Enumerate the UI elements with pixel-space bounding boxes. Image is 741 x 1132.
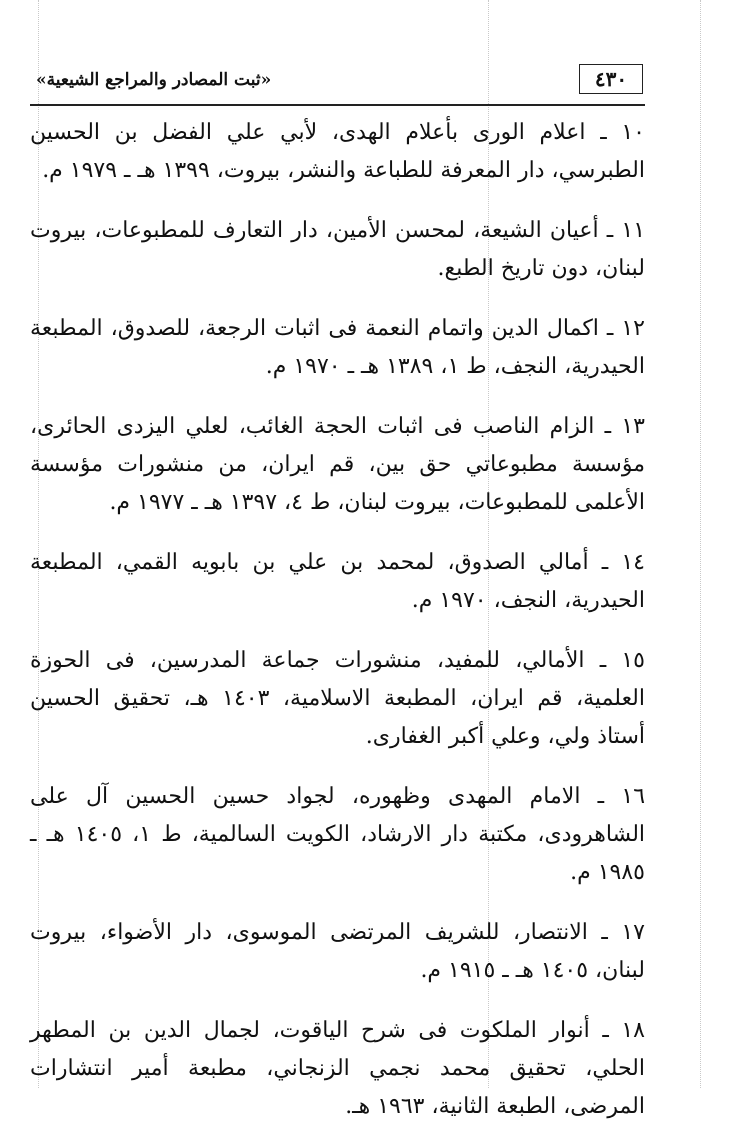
- bibliography-entry: [30, 310, 645, 386]
- page-header: [30, 62, 645, 104]
- entry-text: ـ الأمالي، للمفيد، منشورات جماعة المدرسين، فى الحوزة العلمية، قم ايران، المطبعة الاسلامية، ١٤٠٣ هـ، تحقيق الحسين أستاذ ولي، وعلي أكبر الغفارى.: [30, 648, 645, 749]
- header-divider: [30, 104, 645, 106]
- bibliography-entry: [30, 114, 645, 190]
- entry-number: ١٠: [621, 120, 645, 145]
- entry-number: ١٣: [621, 414, 645, 439]
- bibliography-entry: [30, 1012, 645, 1126]
- entry-text: ـ الزام الناصب فى اثبات الحجة الغائب، لعلي اليزدى الحائرى، مؤسسة مطبوعاتي حق بين، قم ايران، من منشورات مؤسسة الأعلمى للمطبوعات، بيروت لبنان، ط ٤، ١٣٩٧ هـ ـ ١٩٧٧ م.: [30, 414, 645, 515]
- entry-text: ـ أمالي الصدوق، لمحمد بن علي بن بابويه القمي، المطبعة الحيدرية، النجف، ١٩٧٠ م.: [30, 550, 645, 613]
- entry-number: ١١: [621, 218, 646, 243]
- bibliography-entry: [30, 544, 645, 620]
- entry-number: ١٦: [621, 784, 646, 809]
- entry-number: ١٢: [621, 316, 645, 341]
- bibliography-entry: [30, 914, 645, 990]
- entry-text: ـ اعلام الورى بأعلام الهدى، لأبي علي الفضل بن الحسين الطبرسي، دار المعرفة للطباعة والنشر، بيروت، ١٣٩٩ هـ ـ ١٩٧٩ م.: [30, 120, 645, 183]
- bibliography-entry: [30, 212, 645, 288]
- running-title: «ثبت المصادر والمراجع الشيعية»: [36, 70, 272, 90]
- entry-text: ـ الامام المهدى وظهوره، لجواد حسين الحسين آل على الشاهرودى، مكتبة دار الارشاد، الكويت السالمية، ط ١، ١٤٠٥ هـ ـ ١٩٨٥ م.: [30, 784, 646, 885]
- bibliography-entry: [30, 778, 645, 892]
- scan-artifact-line: [700, 0, 701, 1088]
- bibliography-entry: [30, 642, 645, 756]
- entry-number: ١٥: [621, 648, 645, 673]
- entry-text: ـ اكمال الدين واتمام النعمة فى اثبات الرجعة، للصدوق، المطبعة الحيدرية، النجف، ط ١، ١٣٨٩ هـ ـ ١٩٧٠ م.: [30, 316, 645, 379]
- entry-text: ـ أنوار الملكوت فى شرح الياقوت، لجمال الدين بن المطهر الحلي، تحقيق محمد نجمي الزنجاني، مطبعة أمير انتشارات المرضى، الطبعة الثانية، ١٩٦٣ هـ.: [30, 1018, 645, 1119]
- bibliography-list: [30, 114, 645, 1132]
- bibliography-entry: [30, 408, 645, 522]
- entry-number: ١٤: [621, 550, 645, 575]
- entry-text: ـ الانتصار، للشريف المرتضى الموسوى، دار الأضواء، بيروت لبنان، ١٤٠٥ هـ ـ ١٩١٥ م.: [30, 920, 645, 983]
- entry-number: ١٧: [621, 920, 645, 945]
- page-number: ٤٣٠: [579, 64, 643, 94]
- entry-text: ـ أعيان الشيعة، لمحسن الأمين، دار التعارف للمطبوعات، بيروت لبنان، دون تاريخ الطبع.: [30, 218, 645, 281]
- entry-number: ١٨: [621, 1018, 645, 1043]
